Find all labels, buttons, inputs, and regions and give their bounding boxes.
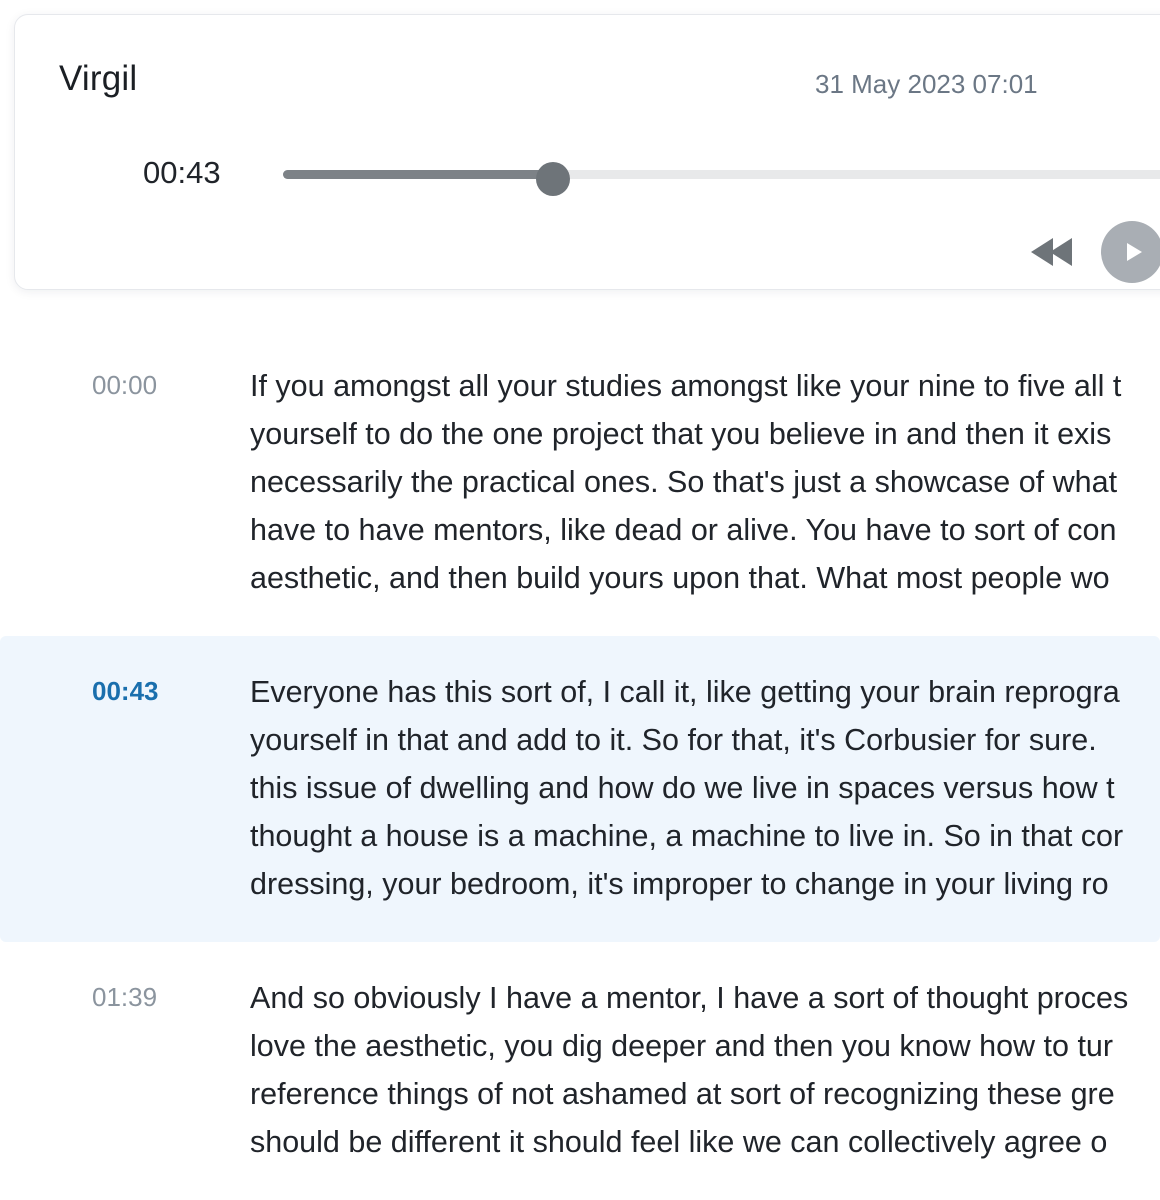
segment-line: aesthetic, and then build yours upon that. What most people wo (250, 561, 1110, 595)
rewind-button[interactable] (1025, 232, 1079, 272)
segment-timestamp[interactable]: 00:43 (92, 676, 159, 706)
segment-line: should be different it should feel like we can collectively agree o (250, 1125, 1108, 1159)
seek-fill (283, 170, 553, 179)
segment-line: have to have mentors, like dead or alive. You have to sort of con (250, 513, 1117, 547)
player-title: Virgil (59, 59, 138, 98)
segment-line: yourself in that and add to it. So for that, it's Corbusier for sure. (250, 723, 1097, 757)
segment-timestamp[interactable]: 01:39 (92, 982, 158, 1012)
segment-line: If you amongst all your studies amongst like your nine to five all t (250, 369, 1122, 403)
audio-player-card (14, 14, 1160, 290)
segment-text (250, 974, 1160, 1166)
segment-line: And so obviously I have a mentor, I have a sort of thought proces (250, 981, 1129, 1015)
player-date: 31 May 2023 07:01 (815, 69, 1038, 99)
segment-line: thought a house is a machine, a machine to live in. So in that cor (250, 819, 1124, 853)
segment-line: reference things of not ashamed at sort of recognizing these gre (250, 1077, 1115, 1111)
transcript-segment[interactable] (0, 330, 1160, 636)
transcript-list (0, 330, 1160, 1200)
transcript-segment-active[interactable] (0, 636, 1160, 942)
seek-thumb[interactable] (536, 162, 570, 196)
play-button[interactable] (1101, 221, 1160, 283)
segment-timestamp[interactable]: 00:00 (92, 370, 158, 400)
segment-line: this issue of dwelling and how do we live in spaces versus how t (250, 771, 1115, 805)
segment-text (250, 362, 1160, 602)
segment-line: necessarily the practical ones. So that's just a showcase of what (250, 465, 1118, 499)
segment-line: dressing, your bedroom, it's improper to change in your living ro (250, 867, 1109, 901)
segment-line: Everyone has this sort of, I call it, like getting your brain reprogra (250, 675, 1120, 709)
transcript-segment[interactable] (0, 942, 1160, 1200)
segment-line: love the aesthetic, you dig deeper and then you know how to tur (250, 1029, 1114, 1063)
segment-text (250, 668, 1160, 908)
player-controls (1025, 221, 1160, 283)
segment-line: yourself to do the one project that you believe in and then it exis (250, 417, 1112, 451)
elapsed-time: 00:43 (143, 155, 221, 190)
seek-slider[interactable] (283, 166, 1160, 184)
